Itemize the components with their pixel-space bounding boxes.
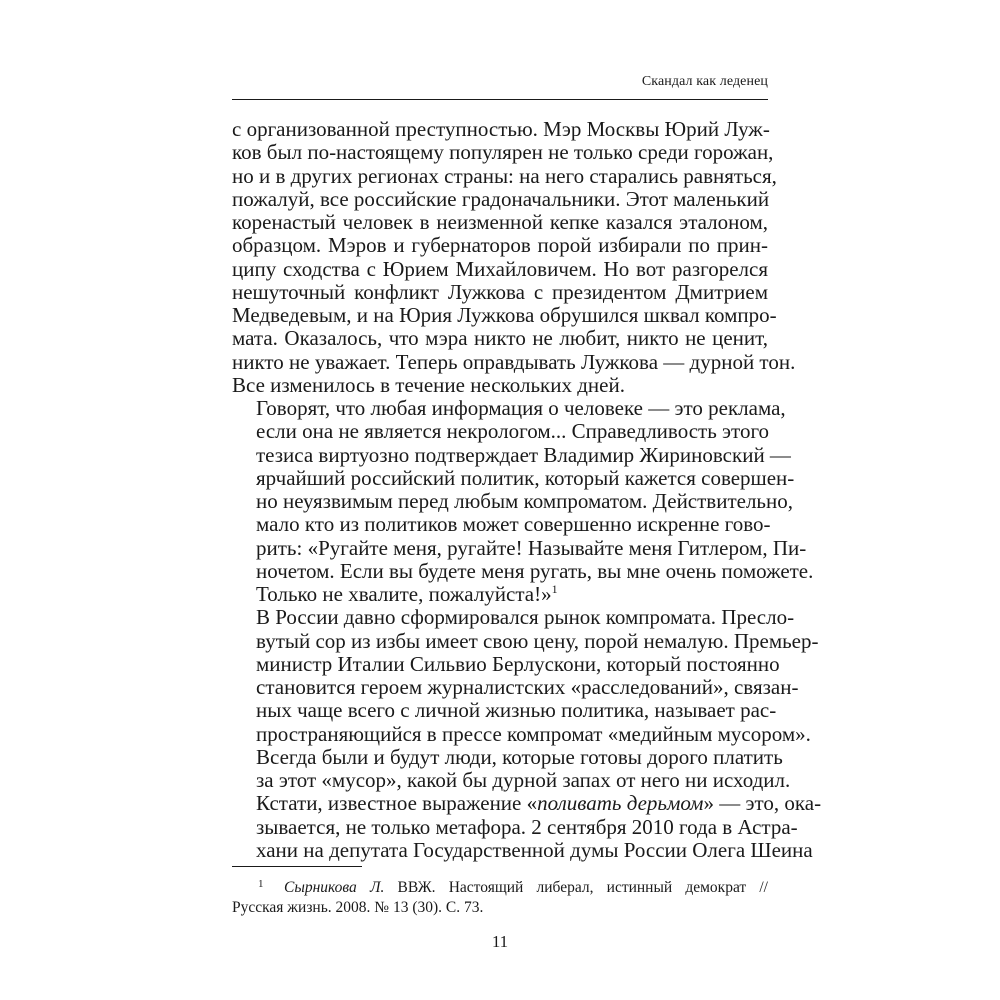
text-segment: Кстати, известное выражение « [256,791,538,816]
text-line: Всегда были и будут люди, которые готовы дорого платить [256,744,783,769]
text-line: хани на депутата Государственной думы России Олега Шеина [256,837,813,862]
text-line: мата. Оказалось, что мэра никто не любит, никто не ценит, [232,326,768,351]
text-line: с организованной преступностью. Мэр Москвы Юрий Луж- [232,117,770,141]
text-line: ципу сходства с Юрием Михайловичем. Но вот разгорелся [232,256,768,281]
text-segment: » — это, ока- [703,791,822,816]
footnote-line: Русская жизнь. 2008. № 13 (30). С. 73. [232,899,484,916]
footnote-line: 1 Сырникова Л. ВВЖ. Настоящий либерал, истинный демократ // [258,878,768,896]
text-line: за этот «мусор», какой бы дурной запах от него ни исходил. [256,768,791,792]
text-line: становится героем журналистских «расследований», связан- [256,675,799,699]
running-head: Скандал как леденец [641,74,768,89]
text-line: никто не уважает. Теперь оправдывать Лужкова — дурной тон. [232,349,796,374]
paragraph-1 [232,117,796,397]
text-line: В России давно сформировался рынок компромата. Пресло- [256,605,795,630]
text-line: если она не является некрологом... Справедливость этого [256,419,770,444]
text-line: нешуточный конфликт Лужкова с президентом Дмитрием [232,279,768,304]
text-line: но и в других регионах страны: на него старались равняться, [232,163,777,188]
header-rule [232,99,768,100]
text-line: ных чаще всего с личной жизнью политика, называет рас- [256,698,777,723]
text-line: пространяющийся в прессе компромат «медийным мусором». [256,721,811,746]
text-line: но неуязвимым перед любым компроматом. Действительно, [256,489,793,513]
text-line: Все изменилось в течение нескольких дней. [232,372,625,397]
text-line: Медведевым, и на Юрия Лужкова обрушился шквал компро- [232,303,777,327]
footnote [232,878,768,918]
text-line: министр Италии Сильвио Берлускони, который постоянно [256,651,780,676]
text-line-with-footnote-ref [232,583,768,606]
text-line: пожалуй, все российские градоначальники. Этот маленький [232,186,770,211]
italic-phrase: поливать дерьмом [537,791,704,816]
text-line: образцом. Мэров и губернаторов порой избирали по прин- [232,233,768,258]
text-line [232,791,822,816]
footnote-text: ВВЖ. Настоящий либерал, истинный демократ // [384,879,768,896]
paragraph-3 [232,605,822,862]
book-page [232,0,822,1000]
text-line: коренастый человек в неизменной кепке казался эталоном, [232,210,768,234]
footnote-author: Сырникова Л. [284,879,385,896]
text-line: мало кто из политиков может совершенно искренне гово- [256,512,771,537]
text-line: ночетом. Если вы будете меня ругать, вы мне очень поможете. [256,558,814,583]
paragraph-2 [232,396,814,606]
text-line: рить: «Ругайте меня, ругайте! Называйте меня Гитлером, Пи- [256,535,807,560]
text-line: тезиса виртуозно подтверждает Владимир Жириновский — [256,442,791,467]
text-line: ков был по-настоящему популярен не только среди горожан, [232,140,774,165]
text-line-content: Только не хвалите, пожалуйста!» [256,582,552,606]
page-number: 11 [491,932,509,951]
text-line: вутый сор из избы имеет свою цену, порой немалую. Премьер- [256,628,819,653]
text-line: зывается, не только метафора. 2 сентября 2010 года в Астра- [256,814,798,839]
footnote-reference[interactable]: 1 [551,582,558,596]
text-line: Говорят, что любая информация о человеке — это реклама, [256,396,786,420]
footnote-rule [232,866,362,867]
main-text [232,117,822,862]
text-line: ярчайший российский политик, который кажется совершен- [256,465,795,490]
